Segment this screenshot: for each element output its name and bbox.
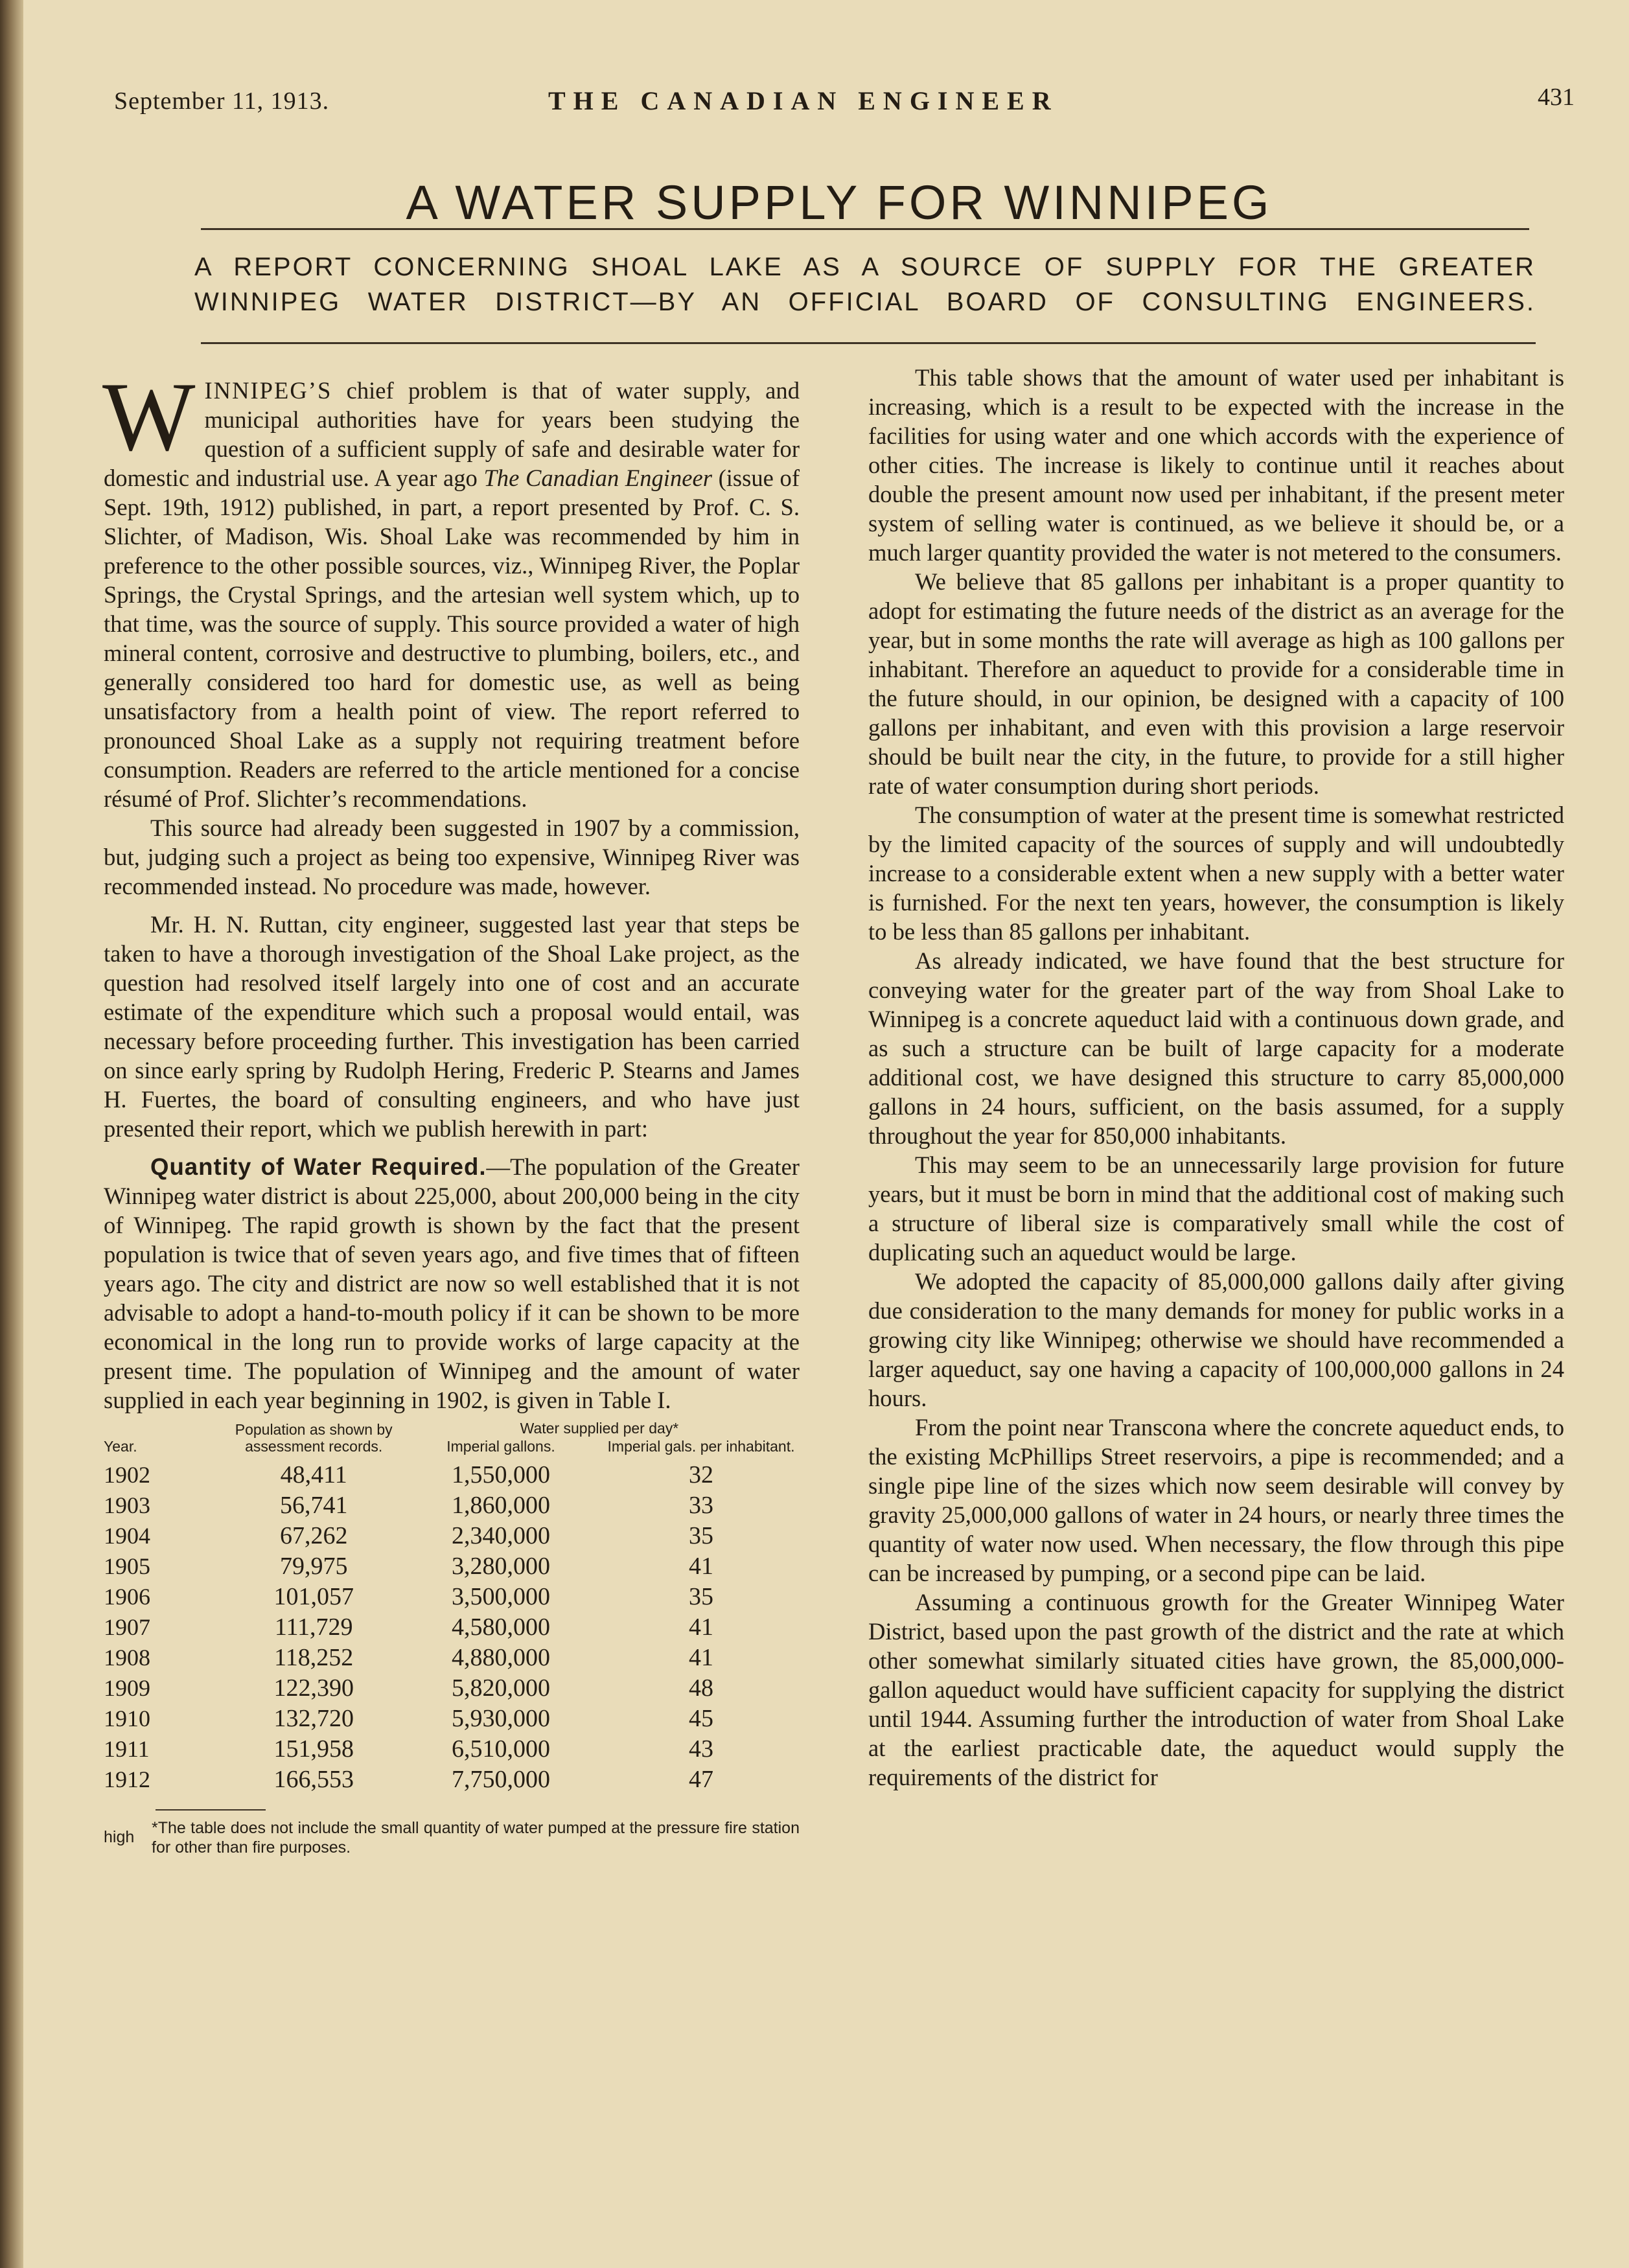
cell-year: 1907	[104, 1614, 150, 1640]
cell-gallons: 1,550,000	[451, 1461, 550, 1488]
cell-year: 1912	[104, 1766, 150, 1792]
journal-reference: The Canadian Engineer	[483, 465, 712, 491]
table-row	[104, 1765, 800, 1795]
paragraph-aqueduct: As already indicated, we have found that the best structure for conveying water for the greater part of the way from Shoal Lake to Winnipeg is a concrete aqueduct laid with a continuous down grade, and as such a structure can be built of large capacity for a moderate additional cost, we have designed this structure to carry 85,000,000 gallons in 24 hours, sufficient, on the basis assumed, for a supply throughout the year for 850,000 inhabitants.	[868, 947, 1564, 1149]
cell-population: 151,958	[273, 1735, 354, 1763]
cell-gallons: 1,860,000	[451, 1492, 550, 1519]
deck-rule	[201, 342, 1536, 344]
running-head	[114, 78, 1575, 117]
table-body	[104, 1460, 800, 1795]
cell-population: 132,720	[273, 1705, 354, 1732]
footnote-rule	[156, 1809, 266, 1811]
cell-gallons: 4,880,000	[451, 1644, 550, 1671]
footnote-text: *The table does not include the small quantity of water pumped at the pressure fire station for other than fire purposes.	[152, 1819, 800, 1857]
section-heading-quantity: Quantity of Water Required.	[150, 1153, 487, 1180]
table-footnote	[104, 1818, 800, 1857]
cell-per-inhabitant: 35	[689, 1522, 713, 1549]
paragraph-provision: This may seem to be an unnecessarily large provision for future years, but it must be born in mind that the additional cost of making such a structure of liberal size is comparatively small while the cost of duplicating such an aqueduct would be large.	[868, 1151, 1564, 1266]
cell-year: 1911	[104, 1736, 150, 1762]
paragraph-capacity: We adopted the capacity of 85,000,000 gallons daily after giving due consideration to the many demands for money for public works in a growing city like Winnipeg; otherwise we should have recommended a larger aqueduct, say one having a capacity of 100,000,000 gallons in 24 hours.	[868, 1268, 1564, 1411]
cell-year: 1909	[104, 1675, 150, 1701]
intro-text-a: chief problem is that of water supply, and municipal authorities have for years been studying the question of a sufficient supply of safe and desirable water for domestic and industrial use. A year ago	[104, 377, 800, 491]
cell-gallons: 4,580,000	[451, 1614, 550, 1641]
cell-year: 1904	[104, 1523, 150, 1549]
table-row	[104, 1673, 800, 1704]
paragraph-intro	[102, 362, 800, 813]
lead-word: INNIPEG’S	[204, 377, 332, 404]
paragraph-transcona: From the point near Transcona where the concrete aqueduct ends, to the existing McPhillips Street reservoirs, a pipe is recommended; and a single pipe line of the sizes which now seem desirable will convey by gravity 25,000,000 gallons of water in 24 hours, or nearly three times the quantity of water now used. When necessary, the flow through this pipe can be increased by pumping, or a second pipe can be laid.	[868, 1414, 1564, 1586]
cell-gallons: 7,750,000	[451, 1766, 550, 1793]
cell-per-inhabitant: 47	[689, 1766, 713, 1793]
paragraph-quantity	[104, 1152, 800, 1415]
cell-population: 166,553	[273, 1766, 354, 1793]
page-number: 431	[1538, 84, 1575, 111]
cell-population: 56,741	[279, 1492, 348, 1519]
cell-year: 1905	[104, 1553, 150, 1579]
cell-per-inhabitant: 41	[689, 1614, 713, 1641]
cell-gallons: 5,930,000	[451, 1705, 550, 1732]
book-binding-shadow	[0, 0, 23, 2268]
article-title: A WATER SUPPLY FOR WINNIPEG	[406, 175, 1273, 229]
paragraph-growth: Assuming a continuous growth for the Greater Winnipeg Water District, based upon the past growth of the district and the rate at which other somewhat similarly situated cities have grown, the 85,000,000-gallon aqueduct would have sufficient capacity for supplying the district until 1944. Assuming further the introduction of water from Shoal Lake at the earliest practicable date, the aqueduct would supply the requirements of the district for	[868, 1589, 1564, 1790]
cell-year: 1902	[104, 1462, 150, 1488]
cell-population: 79,975	[279, 1553, 348, 1580]
table-row	[104, 1490, 800, 1521]
table-water-supply	[104, 1420, 800, 1795]
col-header-gallons: Imperial gallons.	[446, 1438, 555, 1455]
cell-year: 1903	[104, 1492, 150, 1518]
cell-year: 1908	[104, 1645, 150, 1671]
col-header-per-inhabitant: Imperial gals. per inhabitant.	[607, 1438, 795, 1455]
cell-population: 111,729	[274, 1614, 353, 1641]
cell-gallons: 3,280,000	[451, 1553, 550, 1580]
cell-gallons: 2,340,000	[451, 1522, 550, 1549]
cell-per-inhabitant: 43	[689, 1735, 713, 1763]
title-rule	[201, 228, 1529, 230]
table-row	[104, 1704, 800, 1734]
stray-margin-text: high	[104, 1828, 135, 1846]
quantity-text: —The population of the Greater Winnipeg water district is about 225,000, about 200,000 being in the city of Winnipeg. The rapid growth is shown by the fact that the present population is twice that of seven years ago, and five times that of fifteen years ago. The city and district are now so well established that it is not advisable to adopt a hand-to-mouth policy if it can be shown to be more economical in the long run to provide works of large capacity at the present time. The population of Winnipeg and the amount of water supplied in each year beginning in 1902, is given in Table I.	[104, 1153, 800, 1413]
drop-cap: W	[102, 362, 196, 471]
right-column	[868, 363, 1564, 1792]
deck-line-1: A REPORT CONCERNING SHOAL LAKE AS A SOURCE OF SUPPLY FOR THE GREATER	[194, 253, 1536, 281]
cell-per-inhabitant: 32	[689, 1461, 713, 1488]
cell-population: 101,057	[273, 1583, 354, 1610]
paragraph-consumption: The consumption of water at the present time is somewhat restricted by the limited capacity of the sources of supply and will undoubtedly increase to a considerable extent when a new supply with a better water is furnished. For the next ten years, however, the consumption is likely to be less than 85 gallons per inhabitant.	[868, 802, 1564, 945]
cell-per-inhabitant: 41	[689, 1553, 713, 1580]
table-row	[104, 1643, 800, 1673]
cell-per-inhabitant: 35	[689, 1583, 713, 1610]
table-row	[104, 1521, 800, 1551]
table-row	[104, 1460, 800, 1490]
cell-per-inhabitant: 45	[689, 1705, 713, 1732]
paragraph-investigation: Mr. H. N. Ruttan, city engineer, suggested last year that steps be taken to have a thorough investigation of the Shoal Lake project, as the question had resolved itself largely into one of cost and an accurate estimate of the expenditure which such a proposal would entail, was necessary before proceeding further. This investigation has been carried on since early spring by Rudolph Hering, Frederic P. Stearns and James H. Fuertes, the board of consulting engineers, and who have just presented their report, which we publish herewith in part:	[104, 911, 800, 1142]
cell-per-inhabitant: 33	[689, 1492, 713, 1519]
intro-text-b: (issue of Sept. 19th, 1912) published, in part, a report presented by Prof. C. S. Slichter, of Madison, Wis. Shoal Lake was recommended by him in preference to the other possible sources, viz., Winnipeg River, the Poplar Springs, the Crystal Springs, and the artesian well system which, up to that time, was the source of supply. This source provided a water of high mineral content, corrosive and destructive to plumbing, boilers, etc., and generally considered too hard for domestic use, as well as being unsatisfactory from a health point of view. The report referred to pronounced Shoal Lake as a supply not requiring treatment before consumption. Readers are referred to the article mentioned for a concise résumé of Prof. Slichter’s recommendations.	[104, 465, 800, 812]
cell-gallons: 6,510,000	[451, 1735, 550, 1763]
issue-date: September 11, 1913.	[114, 87, 330, 115]
article-deck	[194, 249, 1536, 319]
table-row	[104, 1612, 800, 1643]
left-column	[102, 362, 800, 1857]
paragraph-85-gallons: We believe that 85 gallons per inhabitant is a proper quantity to adopt for estimating the future needs of the district as an average for the year, but in some months the rate will average as high as 100 gallons per inhabitant. Therefore an aqueduct to provide for a considerable time in the future should, in our opinion, be designed with a capacity of 100 gallons per inhabitant, and even with this provision a large reservoir should be built near the city, in the future, to provide for a still higher rate of water consumption during short periods.	[868, 568, 1564, 799]
cell-population: 48,411	[280, 1461, 347, 1488]
table-row	[104, 1582, 800, 1612]
cell-gallons: 5,820,000	[451, 1674, 550, 1702]
cell-population: 122,390	[273, 1674, 354, 1702]
cell-year: 1910	[104, 1706, 150, 1731]
cell-population: 118,252	[274, 1644, 354, 1671]
col-group-water-supplied: Water supplied per day*	[520, 1420, 679, 1437]
col-header-population: Population as shown by assessment records.	[235, 1421, 393, 1455]
table-row	[104, 1551, 800, 1582]
col-header-year: Year.	[104, 1438, 137, 1455]
journal-name: THE CANADIAN ENGINEER	[548, 86, 1059, 115]
cell-gallons: 3,500,000	[451, 1583, 550, 1610]
cell-per-inhabitant: 41	[689, 1644, 713, 1671]
deck-line-2: WINNIPEG WATER DISTRICT—BY AN OFFICIAL BOARD OF CONSULTING ENGINEERS.	[194, 288, 1536, 316]
paragraph-commission: This source had already been suggested in 1907 by a commission, but, judging such a project as being too expensive, Winnipeg River was recommended instead. No procedure was made, however.	[104, 815, 800, 899]
paragraph-trend: This table shows that the amount of water used per inhabitant is increasing, which is a result to be expected with the increase in the facilities for using water and one which accords with the experience of other cities. The increase is likely to continue until it reaches about double the present amount now used per inhabitant, if the present meter system of selling water is continued, as we believe it should be, or a much larger quantity provided the water is not metered to the consumers.	[868, 364, 1564, 566]
cell-per-inhabitant: 48	[689, 1674, 713, 1702]
table-row	[104, 1734, 800, 1765]
magazine-page	[104, 71, 1575, 2249]
cell-year: 1906	[104, 1584, 150, 1610]
cell-population: 67,262	[279, 1522, 348, 1549]
